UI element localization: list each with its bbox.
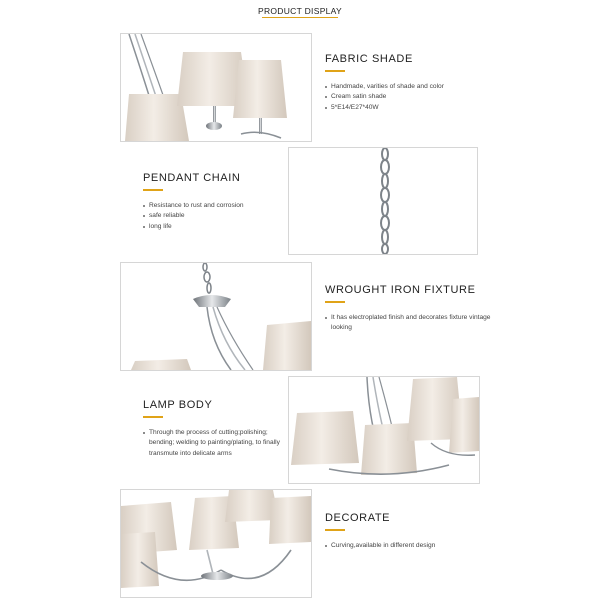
section-fabric-shade — [325, 53, 585, 113]
section-underline — [143, 189, 163, 191]
bullet-item: Resistance to rust and corrosion — [143, 201, 283, 211]
fabric-shade-photo — [120, 33, 312, 142]
bullet-list — [143, 428, 289, 459]
section-title: FABRIC SHADE — [325, 53, 413, 65]
section-title: DECORATE — [325, 512, 391, 524]
section-underline — [325, 301, 345, 303]
page-title: PRODUCT DISPLAY — [257, 6, 342, 16]
bullet-list — [325, 82, 585, 113]
section-wrought-iron-fixture — [325, 284, 495, 334]
bullet-item: Curving,available in different design — [325, 541, 525, 551]
bullet-item: It has electroplated finish and decorates fixture vintage looking — [325, 313, 495, 334]
bullet-item: Handmade, varities of shade and color — [325, 82, 585, 92]
header — [0, 0, 600, 22]
lamp-body-photo — [288, 376, 480, 484]
header-underline — [262, 17, 338, 18]
section-decorate — [325, 512, 525, 551]
wrought-iron-photo — [120, 262, 312, 371]
bullet-list — [325, 541, 525, 551]
section-title: WROUGHT IRON FIXTURE — [325, 284, 476, 296]
bullet-item: safe reliable — [143, 211, 283, 221]
pendant-chain-photo — [288, 147, 478, 255]
bullet-list — [143, 201, 283, 232]
section-title: PENDANT CHAIN — [143, 172, 241, 184]
section-lamp-body — [143, 399, 289, 459]
bullet-item: Through the process of cutting;polishing; bending; welding to painting/plating, to finally transmute into delicate arms — [143, 428, 289, 459]
bullet-item: 5*E14/E27*40W — [325, 103, 585, 113]
section-title: LAMP BODY — [143, 399, 213, 411]
section-underline — [325, 529, 345, 531]
section-underline — [325, 70, 345, 72]
decorate-photo — [120, 489, 312, 598]
bullet-list — [325, 313, 495, 334]
section-pendant-chain — [143, 172, 283, 232]
bullet-item: Cream satin shade — [325, 92, 585, 102]
section-underline — [143, 416, 163, 418]
bullet-item: long life — [143, 222, 283, 232]
